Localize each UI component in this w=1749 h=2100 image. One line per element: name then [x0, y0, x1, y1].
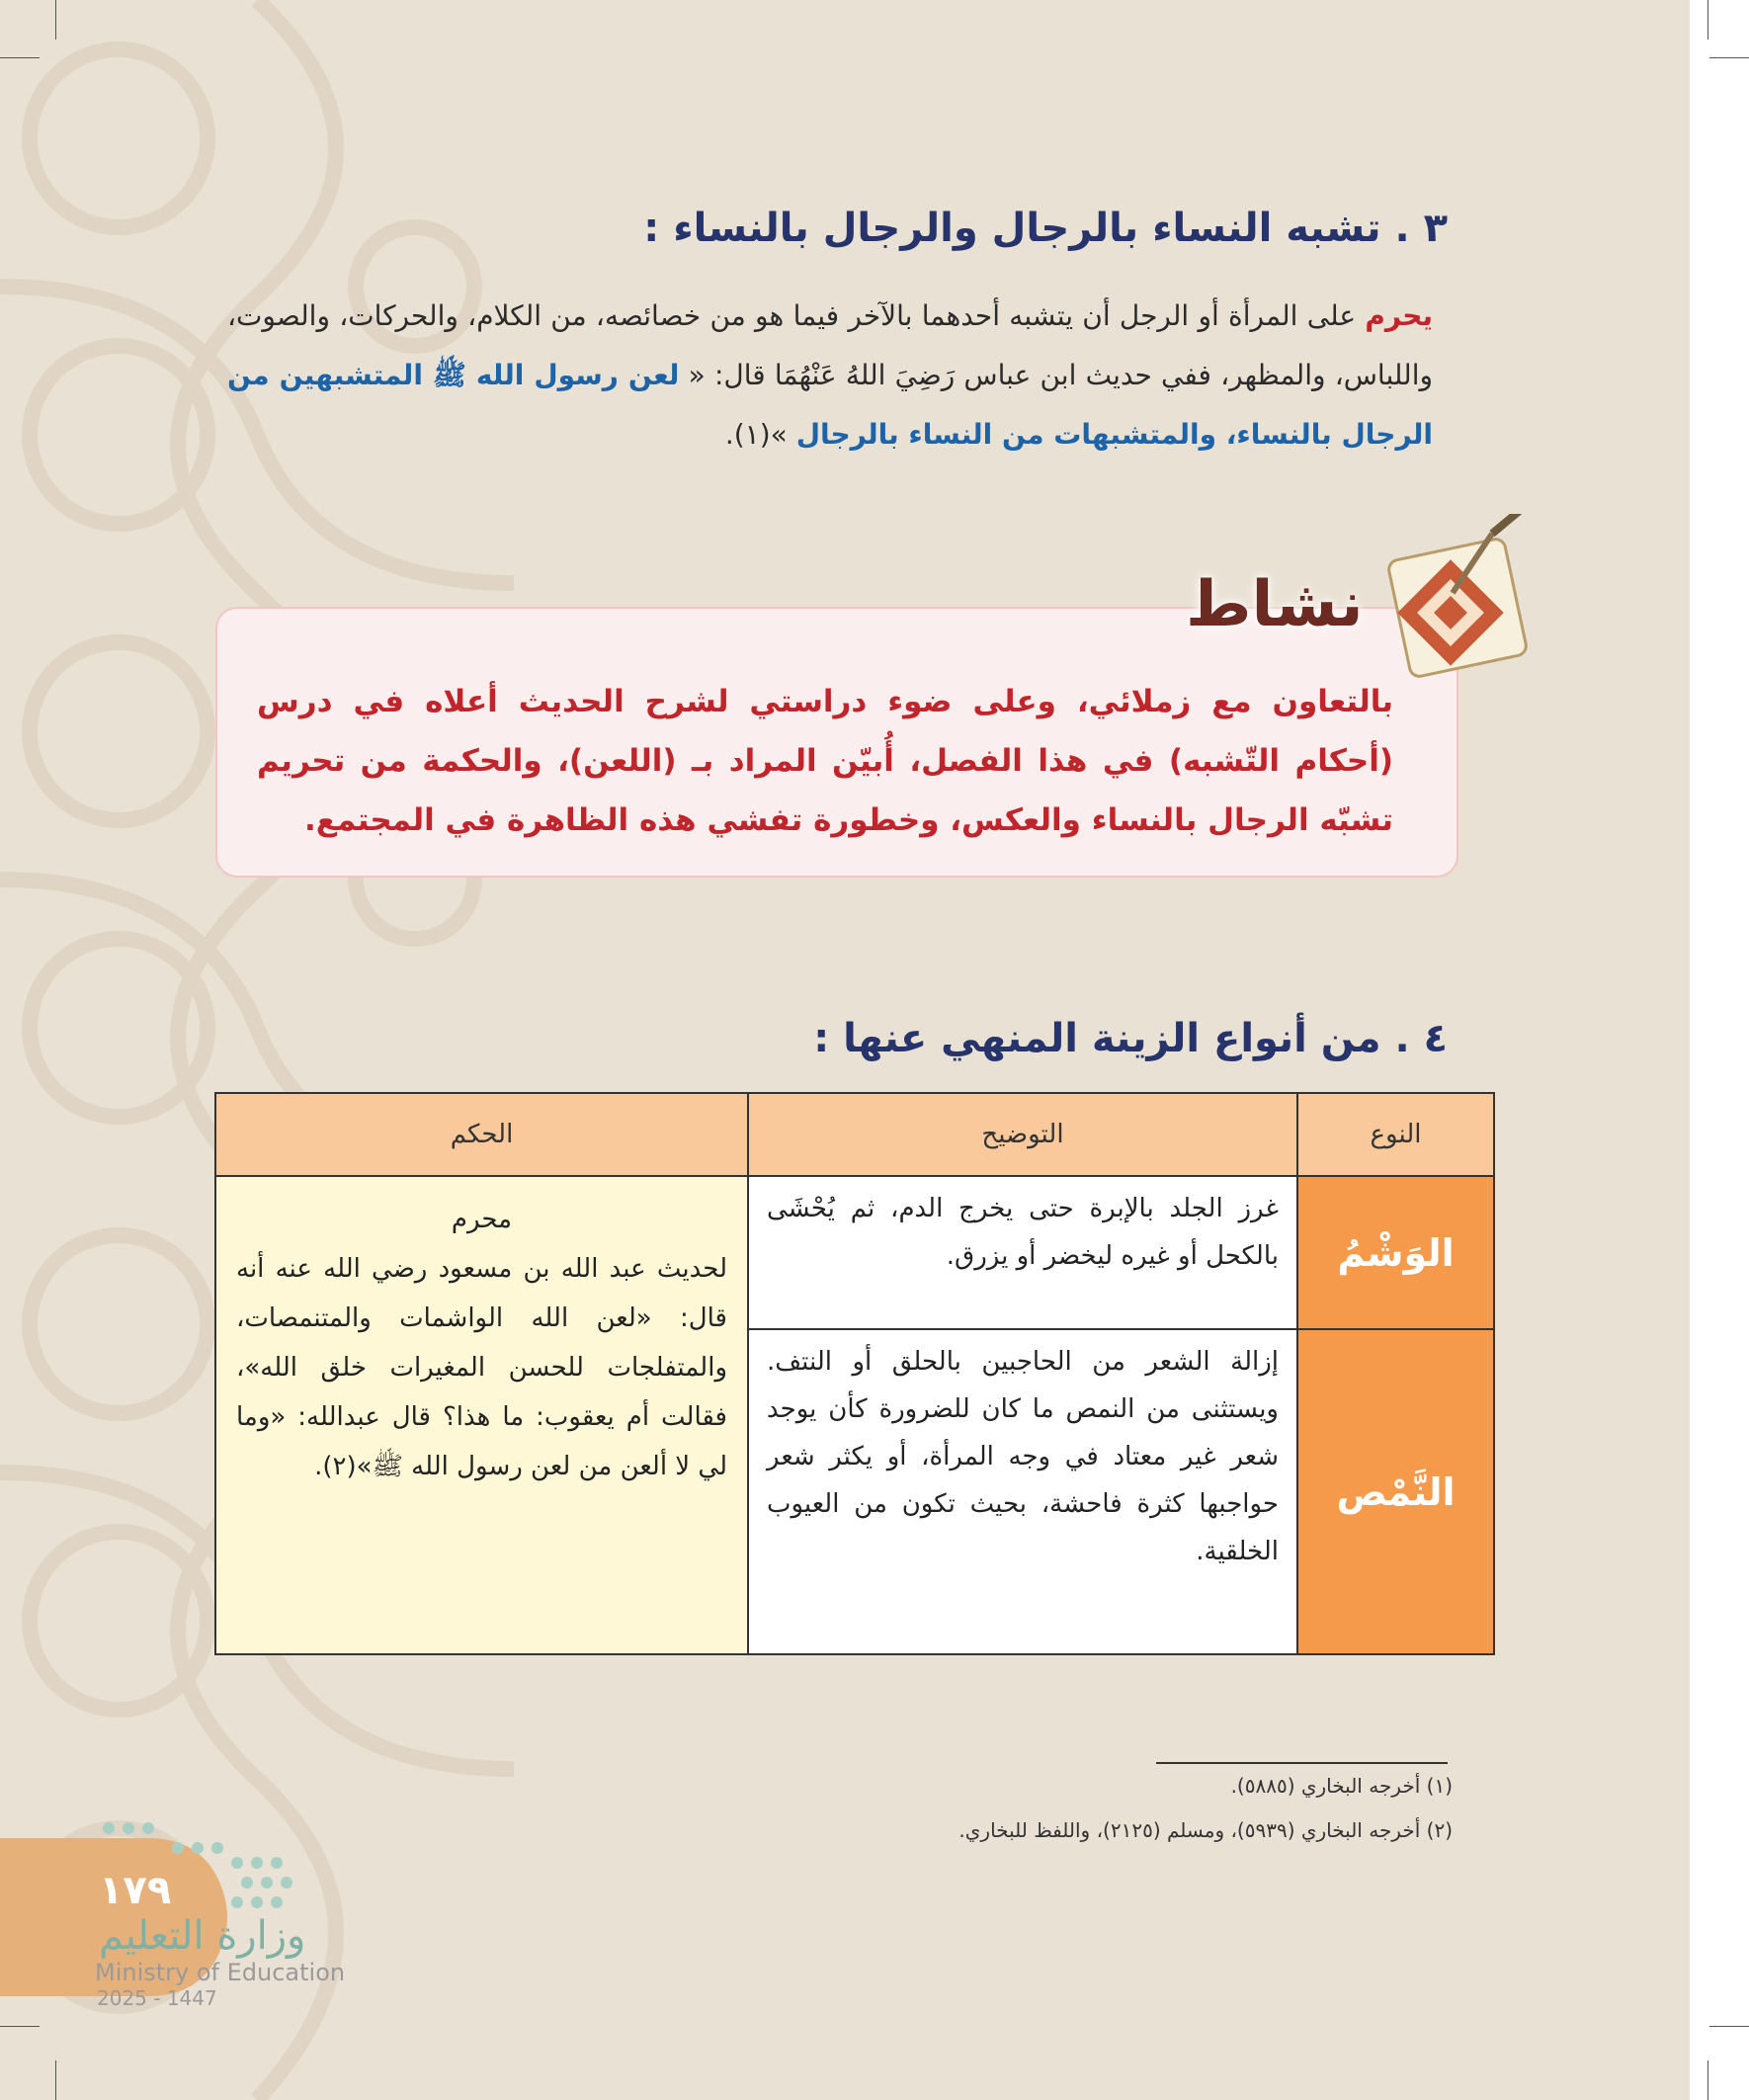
- table-header-row: [215, 1093, 1494, 1176]
- crop-mark: [0, 57, 40, 58]
- header-explanation: التوضيح: [748, 1093, 1297, 1176]
- notebook-pen-icon: [1374, 514, 1541, 682]
- para-text-2: »(١).: [724, 418, 796, 451]
- hadith-quote: لعن رسول الله ﷺ المتشبهين من الرجال بالنساء، والمتشبهات من النساء بالرجال: [227, 359, 1433, 451]
- type-cell: النَّمْص: [1297, 1329, 1494, 1654]
- prohibited-word: يحرم: [1365, 299, 1433, 332]
- crop-mark: [1709, 57, 1749, 58]
- activity-title: نشاط: [1186, 568, 1364, 641]
- explanation-cell: غرز الجلد بالإبرة حتى يخرج الدم، ثم يُحْشَى بالكحل أو غيره ليخضر أو يزرق.: [748, 1176, 1297, 1329]
- ruling-cell: [215, 1176, 748, 1654]
- crop-mark: [55, 0, 56, 40]
- explanation-cell: إزالة الشعر من الحاجبين بالحلق أو النتف. ويستثنى من النمص ما كان للضرورة كأن يوجد شعر غير معتاد في وجه المرأة، أو يكثر شعر حواجبها كثرة فاحشة، بحيث تكون من العيوب الخلقية.: [748, 1329, 1297, 1654]
- crop-mark: [1709, 2026, 1749, 2027]
- type-cell: الوَشْمُ: [1297, 1176, 1494, 1329]
- footnote-divider: [1156, 1762, 1448, 1764]
- para-text-1: على المرأة أو الرجل أن يتشبه أحدهما بالآخر فيما هو من خصائصه، من الكلام، والحركات، والصوت، واللباس، والمظهر، ففي حديث ابن عباس رَضِيَ اللهُ عَنْهُمَا قال: «: [227, 299, 1434, 391]
- crop-mark: [1707, 2060, 1708, 2100]
- footnote-1: (١) أخرجه البخاري (٥٨٨٥).: [1230, 1774, 1453, 1798]
- ruling-title: محرم: [451, 1205, 513, 1234]
- header-ruling: الحكم: [215, 1093, 748, 1176]
- footnote-2: (٢) أخرجه البخاري (٥٩٣٩)، ومسلم (٢١٢٥)، واللفظ للبخاري.: [958, 1818, 1453, 1842]
- ministry-name-english: Ministry of Education: [95, 1959, 346, 1986]
- section-4-heading: ٤ . من أنواع الزينة المنهي عنها :: [813, 1016, 1448, 1061]
- header-type: النوع: [1297, 1093, 1494, 1176]
- ministry-name-arabic: وزارة التعليم: [99, 1913, 306, 1959]
- ruling-text: لحديث عبد الله بن مسعود رضي الله عنه أنه قال: «لعن الله الواشمات والمتنمصات، والمتفلجات للحسن المغيرات خلق الله»، فقالت أم يعقوب: ما هذا؟ قال عبدالله: «وما لي لا ألعن من لعن رسول الله ﷺ»(٢).: [236, 1254, 727, 1481]
- crop-mark: [0, 2026, 40, 2027]
- ministry-year: 2025 - 1447: [97, 1986, 217, 2010]
- section-3-paragraph: [227, 287, 1433, 464]
- crop-mark: [1707, 0, 1708, 40]
- activity-text: بالتعاون مع زملائي، وعلى ضوء دراستي لشرح الحديث أعلاه في درس (أحكام التّشبه) في هذا الفصل، أُبيّن المراد بـ (اللعن)، والحكمة من تحريم تشبّه الرجال بالنساء والعكس، وخطورة تفشي هذه الظاهرة في المجتمع.: [257, 684, 1393, 838]
- crop-mark: [55, 2060, 56, 2100]
- page-number: ١٧٩: [99, 1868, 172, 1913]
- adornment-table: [214, 1092, 1495, 1655]
- table-row: [215, 1176, 1494, 1329]
- section-3-heading: ٣ . تشبه النساء بالرجال والرجال بالنساء :: [643, 206, 1448, 251]
